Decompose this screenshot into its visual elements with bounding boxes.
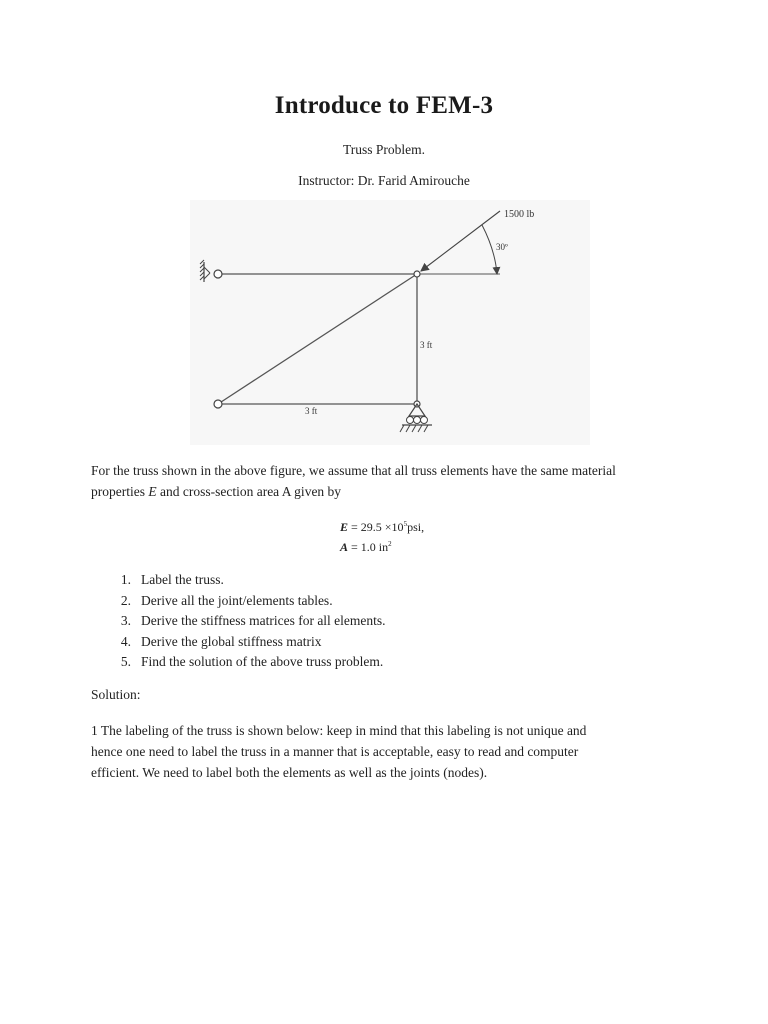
solution-line-1: 1 The labeling of the truss is shown below: keep in mind that this labeling is not unique and [91, 723, 587, 738]
modulus-unit: psi, [407, 520, 425, 534]
list-item-number: 5. [120, 654, 131, 669]
area-value: = 1.0 in [348, 540, 389, 554]
joint-top-left [214, 270, 222, 278]
truss-diagram [190, 200, 590, 445]
equation-area [340, 540, 392, 555]
list-item [91, 652, 651, 673]
equation-modulus [340, 520, 424, 535]
intro-line-2-pre: properties [91, 484, 149, 499]
modulus-symbol: E [340, 520, 349, 534]
task-list [91, 570, 651, 673]
area-exponent: 2 [388, 540, 392, 548]
list-item-text: Derive the stiffness matrices for all elements. [141, 613, 386, 628]
modulus-value: = 29.5 ×10 [348, 520, 404, 534]
list-item-text: Derive the global stiffness matrix [141, 633, 322, 649]
document-title: Introduce to FEM-3 [274, 92, 494, 119]
list-item [91, 591, 651, 612]
intro-line-2-post: and cross-section area A given by [156, 484, 342, 499]
modulus-exponent: 5 [403, 520, 408, 528]
list-item-text: Derive all the joint/elements tables. [141, 592, 333, 608]
list-item [91, 632, 651, 653]
list-item-number: 3. [120, 613, 131, 628]
solution-heading: Solution: [91, 687, 141, 702]
load-label: 1500 lb [504, 209, 535, 220]
joint-top-right [414, 271, 420, 277]
angle-label: 30º [496, 242, 508, 252]
list-item-number: 1. [120, 572, 131, 587]
solution-line-2: hence one need to label the truss in a manner that is acceptable, easy to read and computer [91, 744, 579, 759]
solution-paragraph [91, 720, 681, 783]
list-item-number: 2. [120, 592, 131, 608]
list-item [91, 570, 651, 591]
intro-line-1: For the truss shown in the above figure, we assume that all truss elements have the same material [91, 463, 616, 478]
list-item [91, 611, 651, 632]
joint-bottom-left [214, 400, 222, 408]
intro-line-2 [91, 481, 681, 502]
document-subtitle: Truss Problem. [342, 142, 426, 157]
list-item-text: Label the truss. [141, 572, 224, 587]
intro-symbol-e: E [148, 484, 157, 499]
figure-background [190, 200, 590, 445]
vertical-dimension-label: 3 ft [420, 340, 433, 350]
solution-line-3: efficient. We need to label both the elements as well as the joints (nodes). [91, 765, 488, 780]
horizontal-dimension-label: 3 ft [305, 406, 318, 416]
list-item-number: 4. [120, 633, 131, 649]
intro-paragraph [91, 460, 681, 502]
instructor-line: Instructor: Dr. Farid Amirouche [298, 173, 470, 188]
truss-figure [190, 200, 590, 445]
area-symbol: A [340, 540, 349, 554]
list-item-text: Find the solution of the above truss problem. [141, 654, 384, 669]
